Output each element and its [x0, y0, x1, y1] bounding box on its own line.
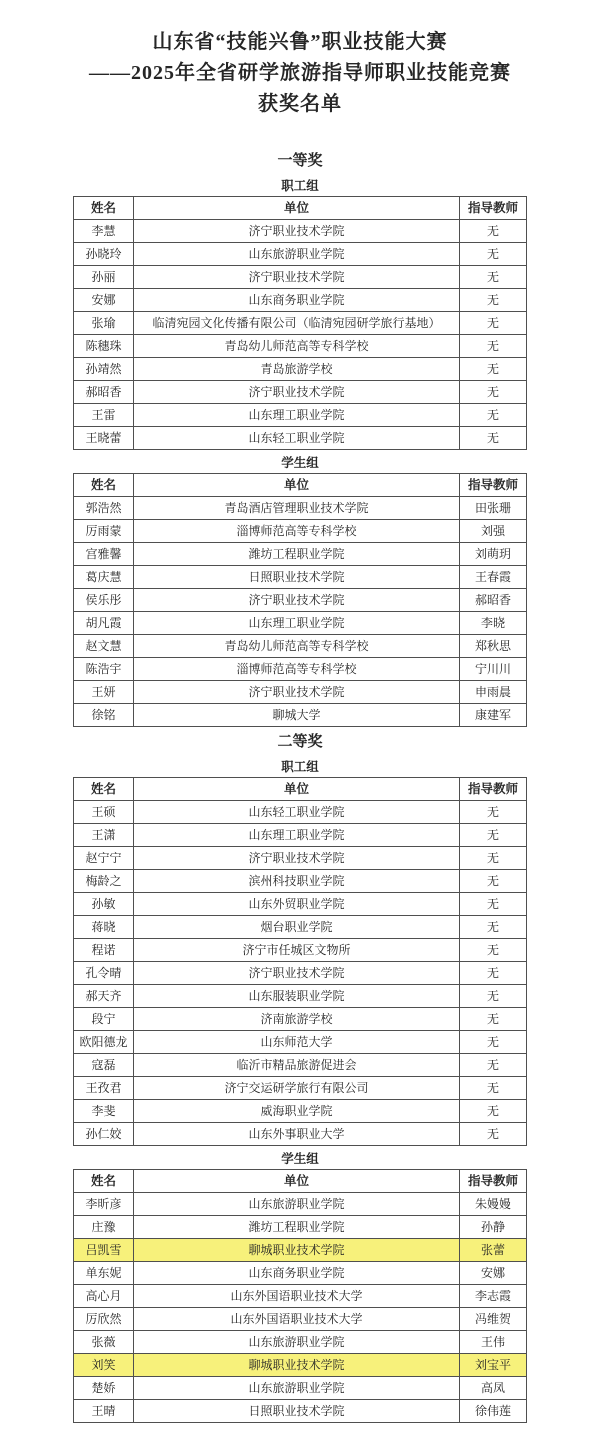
winners-table — [73, 777, 527, 1146]
column-header-unit: 单位 — [134, 1170, 460, 1193]
document-title — [0, 27, 600, 120]
teacher-cell: 安娜 — [460, 1262, 527, 1285]
award-level-label: 二等奖 — [277, 734, 323, 750]
name-cell: 庄豫 — [74, 1216, 134, 1239]
teacher-cell: 无 — [460, 985, 527, 1008]
teacher-cell: 无 — [460, 381, 527, 404]
name-cell: 李昕彦 — [74, 1193, 134, 1216]
table-row — [74, 1031, 527, 1054]
name-cell: 李斐 — [74, 1100, 134, 1123]
unit-cell: 山东轻工职业学院 — [134, 427, 460, 450]
table-row — [74, 1008, 527, 1031]
award-sections — [0, 152, 600, 1423]
column-header-teacher: 指导教师 — [460, 474, 527, 497]
table-row — [74, 543, 527, 566]
name-cell: 葛庆慧 — [74, 566, 134, 589]
name-cell: 王潇 — [74, 824, 134, 847]
unit-cell: 山东服装职业学院 — [134, 985, 460, 1008]
table-row — [74, 266, 527, 289]
table-row — [74, 1354, 527, 1377]
unit-cell: 聊城大学 — [134, 704, 460, 727]
unit-cell: 济宁职业技术学院 — [134, 381, 460, 404]
unit-cell: 山东轻工职业学院 — [134, 801, 460, 824]
teacher-cell: 无 — [460, 916, 527, 939]
teacher-cell: 郝昭香 — [460, 589, 527, 612]
name-cell: 厉雨蒙 — [74, 520, 134, 543]
table-row — [74, 1193, 527, 1216]
column-header-name: 姓名 — [74, 778, 134, 801]
column-header-name: 姓名 — [74, 474, 134, 497]
teacher-cell: 冯维贺 — [460, 1308, 527, 1331]
unit-cell: 聊城职业技术学院 — [134, 1239, 460, 1262]
teacher-cell: 无 — [460, 847, 527, 870]
teacher-cell: 无 — [460, 1054, 527, 1077]
name-cell: 张薇 — [74, 1331, 134, 1354]
header-row — [74, 778, 527, 801]
teacher-cell: 无 — [460, 312, 527, 335]
table-row — [74, 916, 527, 939]
name-cell: 王晓蕾 — [74, 427, 134, 450]
table-row — [74, 1285, 527, 1308]
name-cell: 王妍 — [74, 681, 134, 704]
unit-cell: 山东商务职业学院 — [134, 1262, 460, 1285]
name-cell: 侯乐彤 — [74, 589, 134, 612]
teacher-cell: 无 — [460, 404, 527, 427]
teacher-cell: 刘萌玥 — [460, 543, 527, 566]
table-row — [74, 289, 527, 312]
teacher-cell: 李晓 — [460, 612, 527, 635]
unit-cell: 山东外事职业大学 — [134, 1123, 460, 1146]
unit-cell: 日照职业技术学院 — [134, 566, 460, 589]
column-header-name: 姓名 — [74, 1170, 134, 1193]
teacher-cell: 无 — [460, 893, 527, 916]
name-cell: 赵宁宁 — [74, 847, 134, 870]
unit-cell: 济宁交运研学旅行有限公司 — [134, 1077, 460, 1100]
unit-cell: 临沂市精品旅游促进会 — [134, 1054, 460, 1077]
name-cell: 孙敏 — [74, 893, 134, 916]
title-line-2: ——2025年全省研学旅游指导师职业技能竞赛 — [89, 62, 511, 84]
teacher-cell: 无 — [460, 1031, 527, 1054]
name-cell: 陈穗珠 — [74, 335, 134, 358]
unit-cell: 济宁职业技术学院 — [134, 589, 460, 612]
table-row — [74, 335, 527, 358]
table-row — [74, 801, 527, 824]
teacher-cell: 无 — [460, 962, 527, 985]
name-cell: 郭浩然 — [74, 497, 134, 520]
column-header-unit: 单位 — [134, 474, 460, 497]
table-row — [74, 566, 527, 589]
group-label: 职工组 — [281, 179, 319, 193]
unit-cell: 山东旅游职业学院 — [134, 1331, 460, 1354]
name-cell: 刘笑 — [74, 1354, 134, 1377]
teacher-cell: 刘强 — [460, 520, 527, 543]
table-row — [74, 1216, 527, 1239]
unit-cell: 济宁市任城区文物所 — [134, 939, 460, 962]
teacher-cell: 申雨晨 — [460, 681, 527, 704]
header-row — [74, 1170, 527, 1193]
table-row — [74, 939, 527, 962]
teacher-cell: 徐伟莲 — [460, 1400, 527, 1423]
unit-cell: 山东旅游职业学院 — [134, 243, 460, 266]
table-row — [74, 1377, 527, 1400]
unit-cell: 济宁职业技术学院 — [134, 962, 460, 985]
name-cell: 梅龄之 — [74, 870, 134, 893]
table-row — [74, 870, 527, 893]
teacher-cell: 孙静 — [460, 1216, 527, 1239]
table-row — [74, 824, 527, 847]
teacher-cell: 高凤 — [460, 1377, 527, 1400]
unit-cell: 山东外贸职业学院 — [134, 893, 460, 916]
winners-table — [73, 1169, 527, 1423]
teacher-cell: 无 — [460, 1123, 527, 1146]
teacher-cell: 无 — [460, 358, 527, 381]
unit-cell: 山东理工职业学院 — [134, 612, 460, 635]
table-row — [74, 220, 527, 243]
unit-cell: 山东理工职业学院 — [134, 404, 460, 427]
name-cell: 厉欣然 — [74, 1308, 134, 1331]
name-cell: 寇磊 — [74, 1054, 134, 1077]
name-cell: 陈浩宇 — [74, 658, 134, 681]
name-cell: 孔令晴 — [74, 962, 134, 985]
name-cell: 李慧 — [74, 220, 134, 243]
table-row — [74, 520, 527, 543]
teacher-cell: 无 — [460, 220, 527, 243]
table-row — [74, 962, 527, 985]
table-row — [74, 243, 527, 266]
teacher-cell: 无 — [460, 289, 527, 312]
name-cell: 安娜 — [74, 289, 134, 312]
table-row — [74, 404, 527, 427]
column-header-name: 姓名 — [74, 197, 134, 220]
name-cell: 宫雅馨 — [74, 543, 134, 566]
winners-table — [73, 196, 527, 450]
unit-cell: 淄博师范高等专科学校 — [134, 520, 460, 543]
teacher-cell: 无 — [460, 801, 527, 824]
table-row — [74, 1100, 527, 1123]
table-row — [74, 635, 527, 658]
name-cell: 孙丽 — [74, 266, 134, 289]
unit-cell: 济宁职业技术学院 — [134, 681, 460, 704]
unit-cell: 济宁职业技术学院 — [134, 266, 460, 289]
unit-cell: 潍坊工程职业学院 — [134, 1216, 460, 1239]
winners-table — [73, 473, 527, 727]
table-row — [74, 1262, 527, 1285]
unit-cell: 济宁职业技术学院 — [134, 220, 460, 243]
award-level-label: 一等奖 — [277, 153, 323, 169]
name-cell: 郝昭香 — [74, 381, 134, 404]
table-row — [74, 1239, 527, 1262]
unit-cell: 山东旅游职业学院 — [134, 1377, 460, 1400]
name-cell: 段宁 — [74, 1008, 134, 1031]
group-label: 学生组 — [281, 456, 319, 470]
name-cell: 孙靖然 — [74, 358, 134, 381]
table-row — [74, 1331, 527, 1354]
group-label: 职工组 — [281, 760, 319, 774]
name-cell: 高心月 — [74, 1285, 134, 1308]
unit-cell: 临清宛园文化传播有限公司（临清宛园研学旅行基地） — [134, 312, 460, 335]
name-cell: 王孜君 — [74, 1077, 134, 1100]
column-header-teacher: 指导教师 — [460, 778, 527, 801]
teacher-cell: 王春霞 — [460, 566, 527, 589]
table-row — [74, 893, 527, 916]
unit-cell: 滨州科技职业学院 — [134, 870, 460, 893]
teacher-cell: 无 — [460, 1008, 527, 1031]
title-line-3: 获奖名单 — [258, 93, 342, 115]
teacher-cell: 无 — [460, 335, 527, 358]
teacher-cell: 李志霞 — [460, 1285, 527, 1308]
unit-cell: 青岛酒店管理职业技术学院 — [134, 497, 460, 520]
unit-cell: 青岛旅游学校 — [134, 358, 460, 381]
unit-cell: 聊城职业技术学院 — [134, 1354, 460, 1377]
table-row — [74, 312, 527, 335]
name-cell: 楚娇 — [74, 1377, 134, 1400]
unit-cell: 日照职业技术学院 — [134, 1400, 460, 1423]
name-cell: 吕凯雪 — [74, 1239, 134, 1262]
column-header-teacher: 指导教师 — [460, 1170, 527, 1193]
unit-cell: 淄博师范高等专科学校 — [134, 658, 460, 681]
header-row — [74, 197, 527, 220]
teacher-cell: 无 — [460, 1100, 527, 1123]
unit-cell: 青岛幼儿师范高等专科学校 — [134, 335, 460, 358]
unit-cell: 山东旅游职业学院 — [134, 1193, 460, 1216]
teacher-cell: 无 — [460, 939, 527, 962]
teacher-cell: 刘宝平 — [460, 1354, 527, 1377]
table-row — [74, 681, 527, 704]
column-header-unit: 单位 — [134, 197, 460, 220]
unit-cell: 威海职业学院 — [134, 1100, 460, 1123]
title-line-1: 山东省“技能兴鲁”职业技能大赛 — [152, 31, 448, 53]
table-row — [74, 1400, 527, 1423]
teacher-cell: 朱嫚嫚 — [460, 1193, 527, 1216]
table-row — [74, 658, 527, 681]
group-label: 学生组 — [281, 1152, 319, 1166]
unit-cell: 山东外国语职业技术大学 — [134, 1308, 460, 1331]
unit-cell: 济南旅游学校 — [134, 1008, 460, 1031]
name-cell: 单东妮 — [74, 1262, 134, 1285]
teacher-cell: 无 — [460, 1077, 527, 1100]
name-cell: 胡凡霞 — [74, 612, 134, 635]
table-row — [74, 381, 527, 404]
table-row — [74, 847, 527, 870]
unit-cell: 山东师范大学 — [134, 1031, 460, 1054]
header-row — [74, 474, 527, 497]
teacher-cell: 康建军 — [460, 704, 527, 727]
unit-cell: 山东理工职业学院 — [134, 824, 460, 847]
name-cell: 王雷 — [74, 404, 134, 427]
unit-cell: 山东商务职业学院 — [134, 289, 460, 312]
name-cell: 程诺 — [74, 939, 134, 962]
teacher-cell: 无 — [460, 427, 527, 450]
unit-cell: 济宁职业技术学院 — [134, 847, 460, 870]
name-cell: 王硕 — [74, 801, 134, 824]
table-row — [74, 612, 527, 635]
table-row — [74, 497, 527, 520]
teacher-cell: 郑秋思 — [460, 635, 527, 658]
unit-cell: 潍坊工程职业学院 — [134, 543, 460, 566]
table-row — [74, 358, 527, 381]
name-cell: 孙仁姣 — [74, 1123, 134, 1146]
teacher-cell: 无 — [460, 870, 527, 893]
table-row — [74, 704, 527, 727]
table-row — [74, 985, 527, 1008]
name-cell: 赵文慧 — [74, 635, 134, 658]
unit-cell: 青岛幼儿师范高等专科学校 — [134, 635, 460, 658]
table-row — [74, 1308, 527, 1331]
unit-cell: 山东外国语职业技术大学 — [134, 1285, 460, 1308]
name-cell: 张瑜 — [74, 312, 134, 335]
teacher-cell: 田张珊 — [460, 497, 527, 520]
name-cell: 王晴 — [74, 1400, 134, 1423]
column-header-teacher: 指导教师 — [460, 197, 527, 220]
teacher-cell: 宁川川 — [460, 658, 527, 681]
name-cell: 欧阳德龙 — [74, 1031, 134, 1054]
unit-cell: 烟台职业学院 — [134, 916, 460, 939]
name-cell: 孙晓玲 — [74, 243, 134, 266]
table-row — [74, 1054, 527, 1077]
teacher-cell: 张蕾 — [460, 1239, 527, 1262]
table-row — [74, 589, 527, 612]
name-cell: 徐铭 — [74, 704, 134, 727]
teacher-cell: 无 — [460, 824, 527, 847]
table-row — [74, 1077, 527, 1100]
teacher-cell: 王伟 — [460, 1331, 527, 1354]
table-row — [74, 1123, 527, 1146]
name-cell: 蒋晓 — [74, 916, 134, 939]
name-cell: 郝天齐 — [74, 985, 134, 1008]
table-row — [74, 427, 527, 450]
teacher-cell: 无 — [460, 266, 527, 289]
teacher-cell: 无 — [460, 243, 527, 266]
column-header-unit: 单位 — [134, 778, 460, 801]
